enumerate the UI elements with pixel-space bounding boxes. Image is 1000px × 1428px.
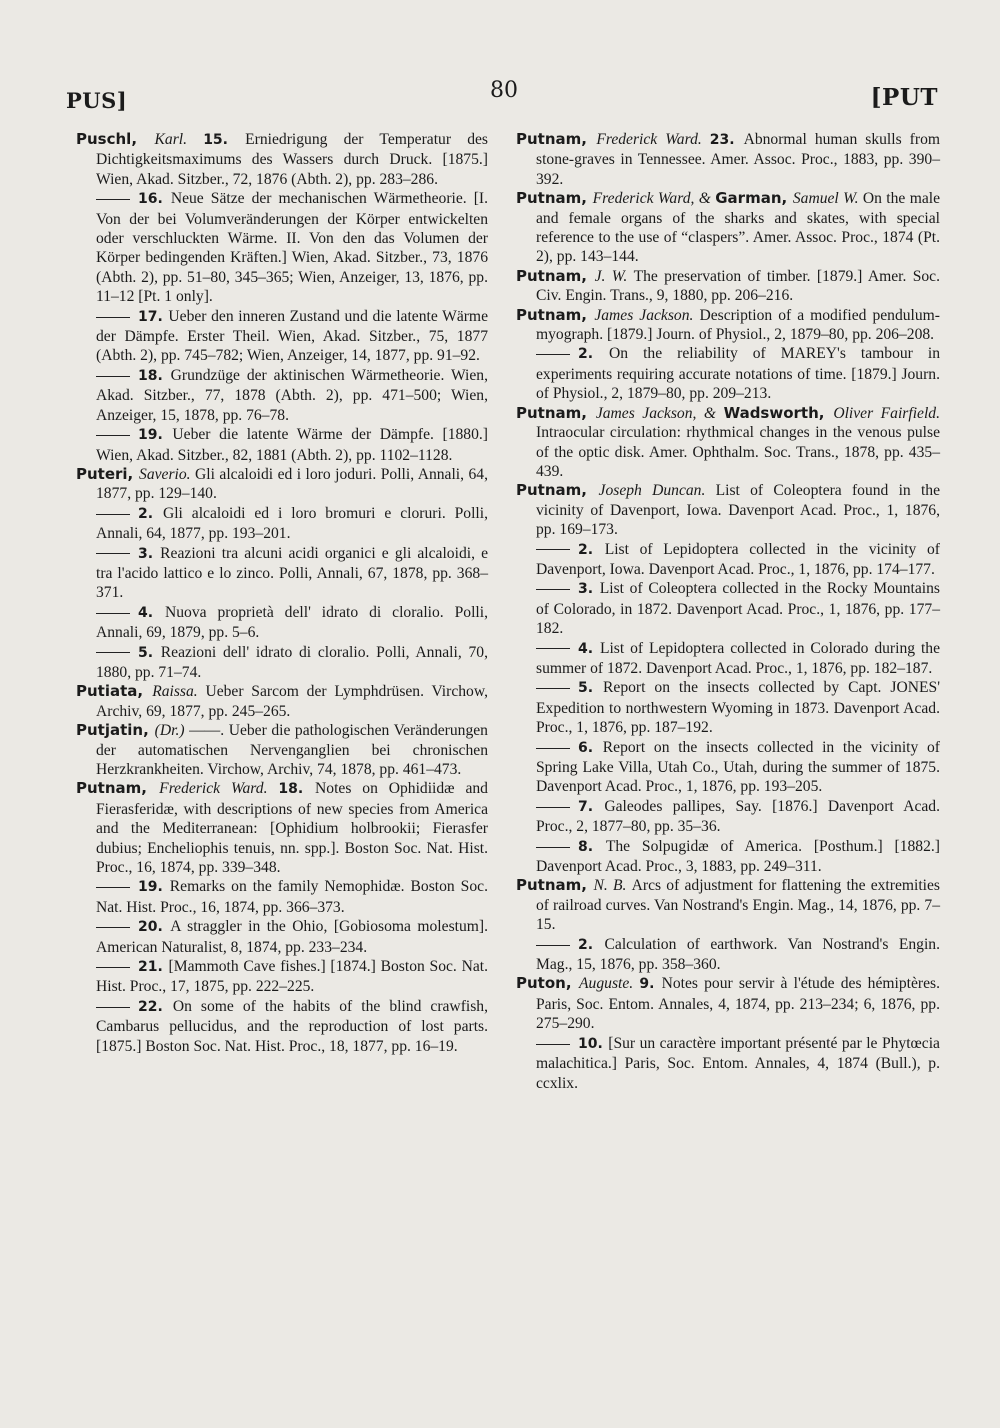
author-given-name: Karl. <box>154 131 204 148</box>
ditto-dash <box>96 514 130 515</box>
entry-number: 5. <box>138 644 161 661</box>
ditto-dash <box>536 1044 570 1045</box>
author-name: Putiata, <box>76 682 153 701</box>
entry-text: Notes pour servir à l'étude des hémiptères. Paris, Soc. Entom. Annales, 4, 1874, pp. 213–234; 6, 1876, pp. 275–290. <box>536 975 940 1033</box>
coauthor-given-name: Oliver Fairfield. <box>833 404 940 422</box>
entry-number: 19. <box>138 879 170 896</box>
ditto-dash <box>96 967 130 968</box>
author-name: Puschl, <box>76 130 155 148</box>
ditto-dash <box>96 317 130 318</box>
entry-number: 17. <box>138 308 169 325</box>
author-name: Putnam, <box>516 130 597 148</box>
entry-number: 10. <box>578 1035 609 1052</box>
author-name: Putjatin, <box>76 721 155 740</box>
author-given-name: Frederick Ward. <box>159 780 279 798</box>
author-name: Putnam, <box>516 403 596 422</box>
entry-text: List of Coleoptera found in the vicinity of Davenport, Iowa. Davenport Acad. Proc., 1, 1876, pp. 169–173. <box>536 482 940 539</box>
entry-text: The preservation of timber. [1879.] Amer. Soc. Civ. Engin. Trans., 9, 1880, pp. 206–216. <box>536 267 940 305</box>
entry-number: 19. <box>138 427 173 444</box>
bibliography-entry <box>516 306 940 345</box>
bibliography-subentry <box>516 344 940 403</box>
author-name: Puton, <box>516 974 580 993</box>
ditto-dash <box>96 1007 130 1008</box>
ditto-dash <box>96 199 130 200</box>
entry-text: [Mammoth Cave fishes.] [1874.] Boston Soc. Nat. Hist. Proc., 17, 1875, pp. 222–225. <box>96 958 488 996</box>
entry-text: Ueber den inneren Zustand und die latente Wärme der Dämpfe. Erster Theil. Wien, Akad. Sitzber., 75, 1877 (Abth. 2), pp. 745–782; Wien, Anzeiger, 14, 1877, pp. 91–92. <box>96 307 488 365</box>
bibliography-subentry <box>516 797 940 837</box>
author-given-name: J. W. <box>594 267 634 285</box>
bibliography-entry <box>76 779 488 877</box>
entry-text: Report on the insects collected in the vicinity of Spring Lake Villa, Utah Co., Utah, during the summer of 1875. Davenport Acad. Proc., 1, 1876, pp. 193–205. <box>536 738 940 796</box>
entry-text: Arcs of adjustment for flattening the extremities of railroad curves. Van Nostrand's Engin. Mag., 14, 1876, pp. 7–15. <box>536 877 940 934</box>
entry-text: On some of the habits of the blind crawfish, Cambarus pellucidus, and the reproduction of lost parts. [1875.] Boston Soc. Nat. Hist. Proc., 18, 1877, pp. 16–19. <box>96 997 488 1055</box>
bibliography-entry <box>516 404 940 482</box>
bibliography-entry <box>76 721 488 779</box>
bibliography-entry <box>516 189 940 267</box>
bibliography-subentry <box>76 997 488 1056</box>
bibliography-subentry <box>76 957 488 997</box>
author-given-name: Auguste. <box>579 975 640 993</box>
bibliography-subentry <box>76 425 488 465</box>
bibliography-entry <box>516 876 940 934</box>
entry-text: Reazioni dell' idrato di cloralio. Polli, Annali, 70, 1880, pp. 71–74. <box>96 643 488 681</box>
entry-text: Gli alcaloidi ed i loro joduri. Polli, Annali, 64, 1877, pp. 129–140. <box>96 465 488 503</box>
entry-number: 7. <box>578 798 605 815</box>
entry-text: Report on the insects collected by Capt. JONES' Expedition to northwestern Wyoming in 1873. Davenport Acad. Proc., 1, 1876, pp. 187–192. <box>536 679 941 737</box>
entry-number: 23. <box>709 132 744 148</box>
entry-number: 20. <box>138 919 171 936</box>
ditto-dash <box>536 549 570 550</box>
entry-number: 15. <box>203 132 246 148</box>
bibliography-entry <box>76 465 488 504</box>
author-given-name: Frederick Ward. <box>596 131 710 148</box>
author-given-name: James Jackson, & <box>595 404 724 422</box>
bibliography-entry <box>516 267 940 306</box>
entry-text: Intraocular circulation: rhythmical changes in the venous pulse of the optic disk. Amer. Ophthalm. Soc. Trans., 1878, pp. 435–439. <box>536 424 940 480</box>
entry-number: 2. <box>578 346 610 363</box>
bibliography-subentry <box>76 603 488 643</box>
bibliography-entry <box>516 974 940 1033</box>
author-given-name: James Jackson. <box>594 306 700 324</box>
ditto-dash <box>96 613 130 614</box>
right-column <box>516 130 940 1093</box>
entry-text: ——. Ueber die pathologischen Veränderungen der automatischen Nervenganglien bei chronischen Herzkrankheiten. Virchow, Archiv, 74, 1878, pp. 461–473. <box>96 722 488 778</box>
entry-number: 9. <box>639 976 662 993</box>
entry-text: Description of a modified pendulum-myograph. [1879.] Journ. of Physiol., 2, 1879–80, pp. 206–208. <box>536 306 941 344</box>
entry-text: Ueber die latente Wärme der Dämpfe. [1880.] Wien, Akad. Sitzber., 82, 1881 (Abth. 2), pp. 1102–1128. <box>96 426 488 464</box>
entry-text: Erniedrigung der Temperatur des Dichtigkeitsmaximums des Wassers durch Druck. [1875.] Wien, Akad. Sitzber., 72, 1876 (Abth. 2), pp. 283–286. <box>96 131 488 188</box>
entry-number: 16. <box>138 191 171 208</box>
bibliography-subentry <box>516 1034 940 1093</box>
entry-number: 4. <box>578 640 600 657</box>
bibliography-subentry <box>516 935 940 975</box>
bibliography-subentry <box>516 837 940 877</box>
ditto-dash <box>96 927 130 928</box>
ditto-dash <box>96 553 130 554</box>
entry-text: Reazioni tra alcuni acidi organici e gli alcaloidi, e tra l'acido lattico e lo zinco. Polli, Annali, 67, 1878, pp. 368–371. <box>96 544 488 602</box>
entry-text: Ueber Sarcom der Lymphdrüsen. Virchow, Archiv, 69, 1877, pp. 245–265. <box>96 683 488 720</box>
header-left: PUS] <box>66 88 128 113</box>
author-name: Putnam, <box>516 266 595 285</box>
bibliography-subentry <box>516 738 940 797</box>
entry-number: 8. <box>578 838 606 855</box>
bibliography-subentry <box>76 643 488 683</box>
entry-number: 5. <box>578 680 603 697</box>
left-column <box>76 130 488 1056</box>
author-name: Putnam, <box>516 305 595 324</box>
ditto-dash <box>536 807 570 808</box>
author-given-name: Joseph Duncan. <box>598 482 716 500</box>
entry-number: 2. <box>138 505 163 522</box>
author-name: Puteri, <box>76 464 140 483</box>
author-name: Putnam, <box>516 481 599 500</box>
ditto-dash <box>96 376 130 377</box>
entry-text: Grundzüge der aktinischen Wärmetheorie. Wien, Akad. Sitzber., 77, 1878 (Abth. 2), pp. 471–500; Wien, Anzeiger, 15, 1878, pp. 76–78. <box>96 366 488 424</box>
entry-text: Notes on Ophidiidæ and Fierasferidæ, with descriptions of new species from America and the Mediterranean: [Ophidium holbrookii; Fierasfer dubius; Encheliophis tenuis, nn. spp.]. Boston Soc. Nat. Hist. Proc., 16, 1874, pp. 339–348. <box>96 780 488 877</box>
bibliography-subentry <box>76 307 488 366</box>
author-given-name: N. B. <box>593 877 632 895</box>
bibliography-entry <box>76 682 488 721</box>
author-given-name: Saverio. <box>139 465 196 483</box>
entry-number: 22. <box>138 998 173 1015</box>
entry-number: 2. <box>578 541 605 558</box>
bibliography-entry <box>516 481 940 539</box>
entry-text: Gli alcaloidi ed i loro bromuri e cloruri. Polli, Annali, 64, 1877, pp. 193–201. <box>96 504 488 543</box>
bibliography-subentry <box>76 504 488 544</box>
bibliography-subentry <box>516 639 940 679</box>
coauthor-name: Garman, <box>715 189 793 208</box>
entry-text: Abnormal human skulls from stone-graves in Tennessee. Amer. Assoc. Proc., 1883, pp. 390–392. <box>536 131 940 188</box>
entry-text: Calculation of earthwork. Van Nostrand's Engin. Mag., 15, 1876, pp. 358–360. <box>536 935 941 974</box>
author-given-name: Raissa. <box>152 683 206 701</box>
bibliography-entry <box>76 130 488 189</box>
entry-text: List of Coleoptera collected in the Rocky Mountains of Colorado, in 1872. Davenport Acad. Proc., 1, 1876, pp. 177–182. <box>536 580 941 638</box>
entry-text: List of Lepidoptera collected in the vicinity of Davenport, Iowa. Davenport Acad. Proc., 1, 1876, pp. 174–177. <box>536 540 940 578</box>
ditto-dash <box>536 847 570 848</box>
entry-number: 4. <box>138 604 165 621</box>
entry-text: A straggler in the Ohio, [Gobiosoma molestum]. American Naturalist, 8, 1874, pp. 233–234. <box>96 918 488 956</box>
bibliography-subentry <box>76 544 488 603</box>
entry-number: 18. <box>138 367 171 384</box>
coauthor-given-name: Samuel W. <box>792 190 863 208</box>
entry-text: The Solpugidæ of America. [Posthum.] [1882.] Davenport Acad. Proc., 3, 1883, pp. 249–311. <box>536 837 940 876</box>
entry-text: List of Lepidoptera collected in Colorado during the summer of 1872. Davenport Acad. Proc., 1, 1876, pp. 182–187. <box>536 639 940 677</box>
page-number: 80 <box>490 78 518 103</box>
author-name: Putnam, <box>516 876 594 895</box>
entry-text: On the male and female organs of the sharks and skates, with special reference to the use of “claspers”. Amer. Assoc. Proc., 1874 (Pt. 2), pp. 143–144. <box>536 190 940 266</box>
entry-text: Galeodes pallipes, Say. [1876.] Davenport Acad. Proc., 2, 1877–80, pp. 35–36. <box>536 797 940 836</box>
bibliography-subentry <box>76 877 488 917</box>
bibliography-subentry <box>76 917 488 957</box>
header-right: [PUT <box>870 84 938 111</box>
bibliography-entry <box>516 130 940 189</box>
running-header <box>0 78 1000 114</box>
entry-number: 3. <box>138 545 161 562</box>
entry-text: [Sur un caractère important présenté par le Phytœcia malachitica.] Paris, Soc. Entom. Annales, 4, 1874 (Bull.), p. ccxlix. <box>536 1034 940 1092</box>
entry-number: 6. <box>578 739 603 756</box>
entry-number: 2. <box>578 936 605 953</box>
author-given-name: Frederick Ward, & <box>592 190 716 208</box>
entry-number: 21. <box>138 959 169 976</box>
entry-text: Nuova proprietà dell' idrato di cloralio. Polli, Annali, 69, 1879, pp. 5–6. <box>96 603 488 642</box>
ditto-dash <box>536 945 570 946</box>
entry-number: 18. <box>278 781 316 798</box>
bibliography-subentry <box>76 189 488 306</box>
ditto-dash <box>536 688 570 689</box>
ditto-dash <box>96 435 130 436</box>
ditto-dash <box>536 748 570 749</box>
ditto-dash <box>96 652 130 653</box>
ditto-dash <box>536 354 570 355</box>
ditto-dash <box>96 887 130 888</box>
author-given-name: (Dr.) <box>154 722 190 740</box>
entry-number: 3. <box>578 581 600 598</box>
ditto-dash <box>536 589 570 590</box>
entry-text: Neue Sätze der mechanischen Wärmetheorie. [I. Von der bei Volumveränderungen der Körper entwickelten oder verschluckten Wärme. II. Von den das Volumen der Körper bedingenden Kräften.] Wien, Akad. Sitzber., 73, 1876 (Abth. 2), pp. 51–80, 345–365; Wien, Anzeiger, 13, 1876, pp. 11–12 [Pt. 1 only]. <box>96 190 488 306</box>
bibliography-subentry <box>516 579 940 638</box>
entry-text: Remarks on the family Nemophidæ. Boston Soc. Nat. Hist. Proc., 16, 1874, pp. 366–373. <box>96 878 488 916</box>
ditto-dash <box>536 648 570 649</box>
bibliography-subentry <box>516 678 940 737</box>
coauthor-name: Wadsworth, <box>723 403 834 422</box>
entry-text: On the reliability of MAREY's tambour in experiments requiring accurate notations of time. [1879.] Journ. of Physiol., 2, 1879–80, pp. 209–213. <box>536 345 940 403</box>
author-name: Putnam, <box>516 189 593 208</box>
bibliography-subentry <box>516 540 940 580</box>
author-name: Putnam, <box>76 779 160 798</box>
bibliography-subentry <box>76 366 488 425</box>
